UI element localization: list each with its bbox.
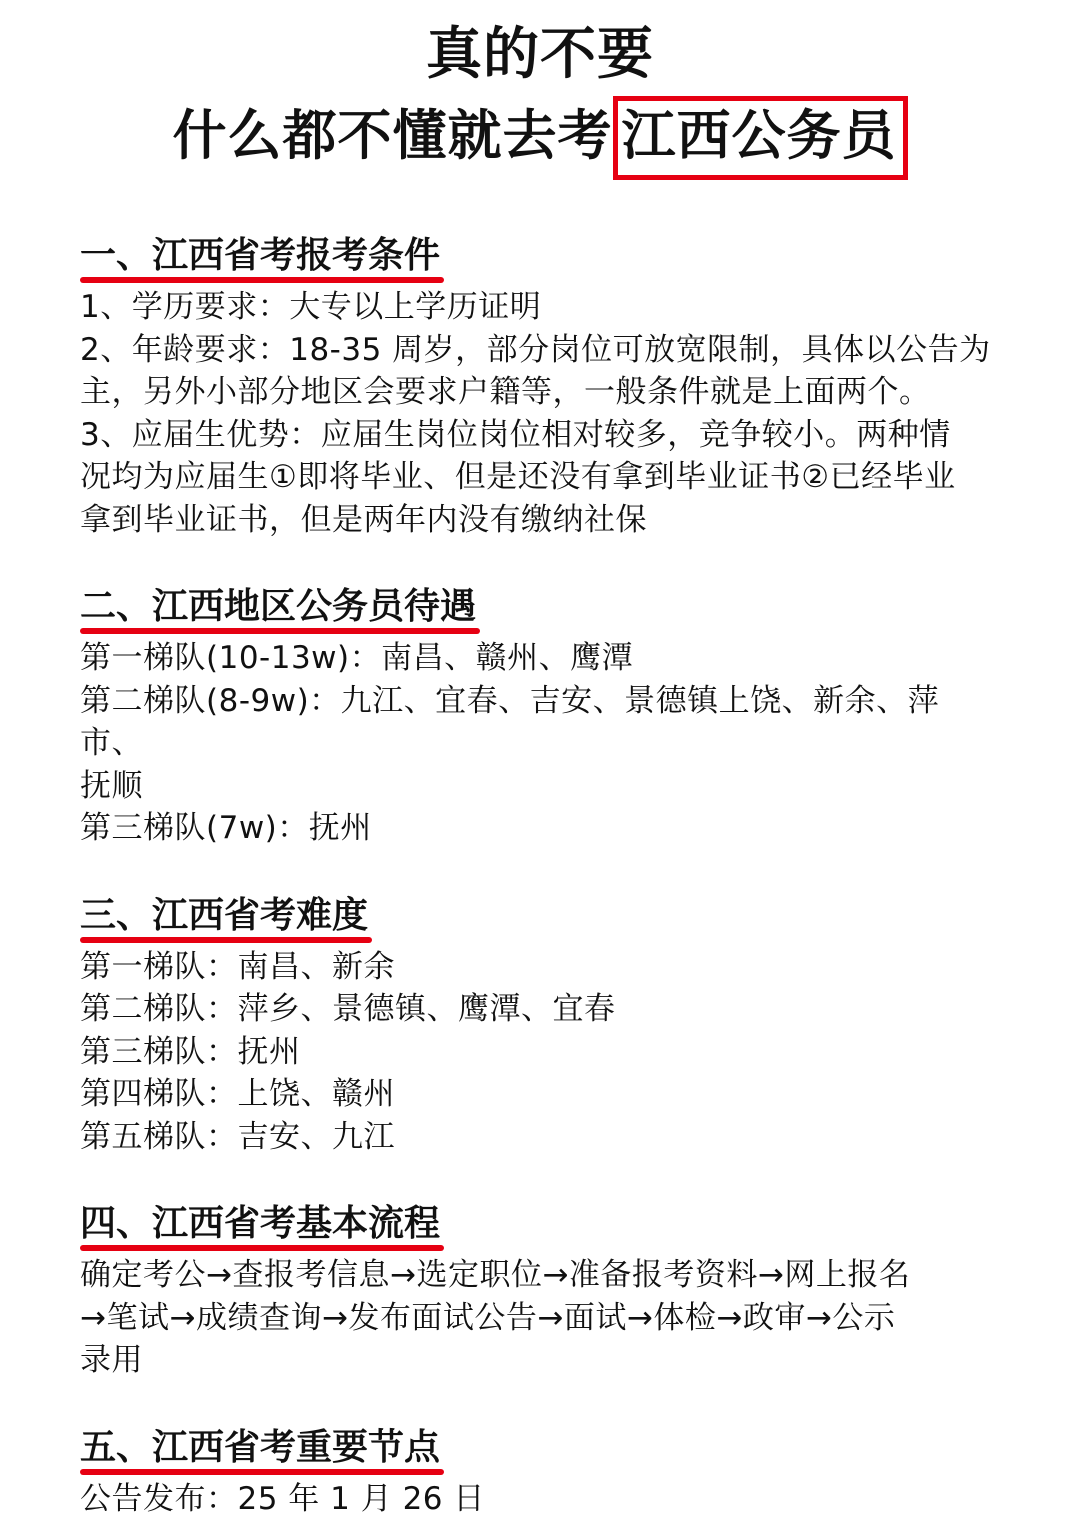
section-heading: 三、江西省考难度 — [80, 890, 372, 942]
text-line: 第二梯队(8-9w)：九江、宜春、吉安、景德镇上饶、新余、萍市、 — [80, 680, 1000, 765]
page-title — [0, 18, 1080, 180]
text-line: 拿到毕业证书，但是两年内没有缴纳社保 — [80, 499, 1000, 542]
section-key-dates — [80, 1422, 1000, 1520]
text-line: →笔试→成绩查询→发布面试公告→面试→体检→政审→公示 — [80, 1297, 1000, 1340]
section-lines — [80, 1478, 1000, 1520]
text-line: 第二梯队：萍乡、景德镇、鹰潭、宜春 — [80, 988, 1000, 1031]
section-difficulty — [80, 890, 1000, 1159]
section-lines — [80, 946, 1000, 1159]
text-line: 抚顺 — [80, 765, 1000, 808]
title-line-2 — [0, 96, 1080, 180]
text-line: 第三梯队：抚州 — [80, 1031, 1000, 1074]
text-line: 第四梯队：上饶、赣州 — [80, 1073, 1000, 1116]
article-body — [80, 230, 1000, 1520]
title-highlight-box: 江西公务员 — [613, 96, 908, 180]
text-line: 第一梯队：南昌、新余 — [80, 946, 1000, 989]
title-line-1: 真的不要 — [0, 18, 1080, 92]
text-line: 1、学历要求：大专以上学历证明 — [80, 286, 1000, 329]
section-heading: 五、江西省考重要节点 — [80, 1422, 444, 1474]
title-line-2-prefix: 什么都不懂就去考 — [173, 104, 613, 167]
section-salary — [80, 581, 1000, 850]
text-line: 2、年龄要求：18-35 周岁，部分岗位可放宽限制，具体以公告为 — [80, 329, 1000, 372]
text-line: 第五梯队：吉安、九江 — [80, 1116, 1000, 1159]
section-heading: 一、江西省考报考条件 — [80, 230, 444, 282]
section-lines — [80, 1254, 1000, 1382]
text-line: 确定考公→查报考信息→选定职位→准备报考资料→网上报名 — [80, 1254, 1000, 1297]
text-line: 录用 — [80, 1339, 1000, 1382]
text-line: 主，另外小部分地区会要求户籍等，一般条件就是上面两个。 — [80, 371, 1000, 414]
text-line: 3、应届生优势：应届生岗位岗位相对较多，竞争较小。两种情 — [80, 414, 1000, 457]
section-process — [80, 1198, 1000, 1382]
text-line: 第三梯队(7w)：抚州 — [80, 807, 1000, 850]
text-line: 况均为应届生①即将毕业、但是还没有拿到毕业证书②已经毕业 — [80, 456, 1000, 499]
text-line: 第一梯队(10-13w)：南昌、赣州、鹰潭 — [80, 637, 1000, 680]
section-lines — [80, 286, 1000, 541]
section-heading: 四、江西省考基本流程 — [80, 1198, 444, 1250]
text-line: 公告发布：25 年 1 月 26 日 — [80, 1478, 1000, 1520]
section-requirements — [80, 230, 1000, 541]
section-lines — [80, 637, 1000, 850]
section-heading: 二、江西地区公务员待遇 — [80, 581, 480, 633]
